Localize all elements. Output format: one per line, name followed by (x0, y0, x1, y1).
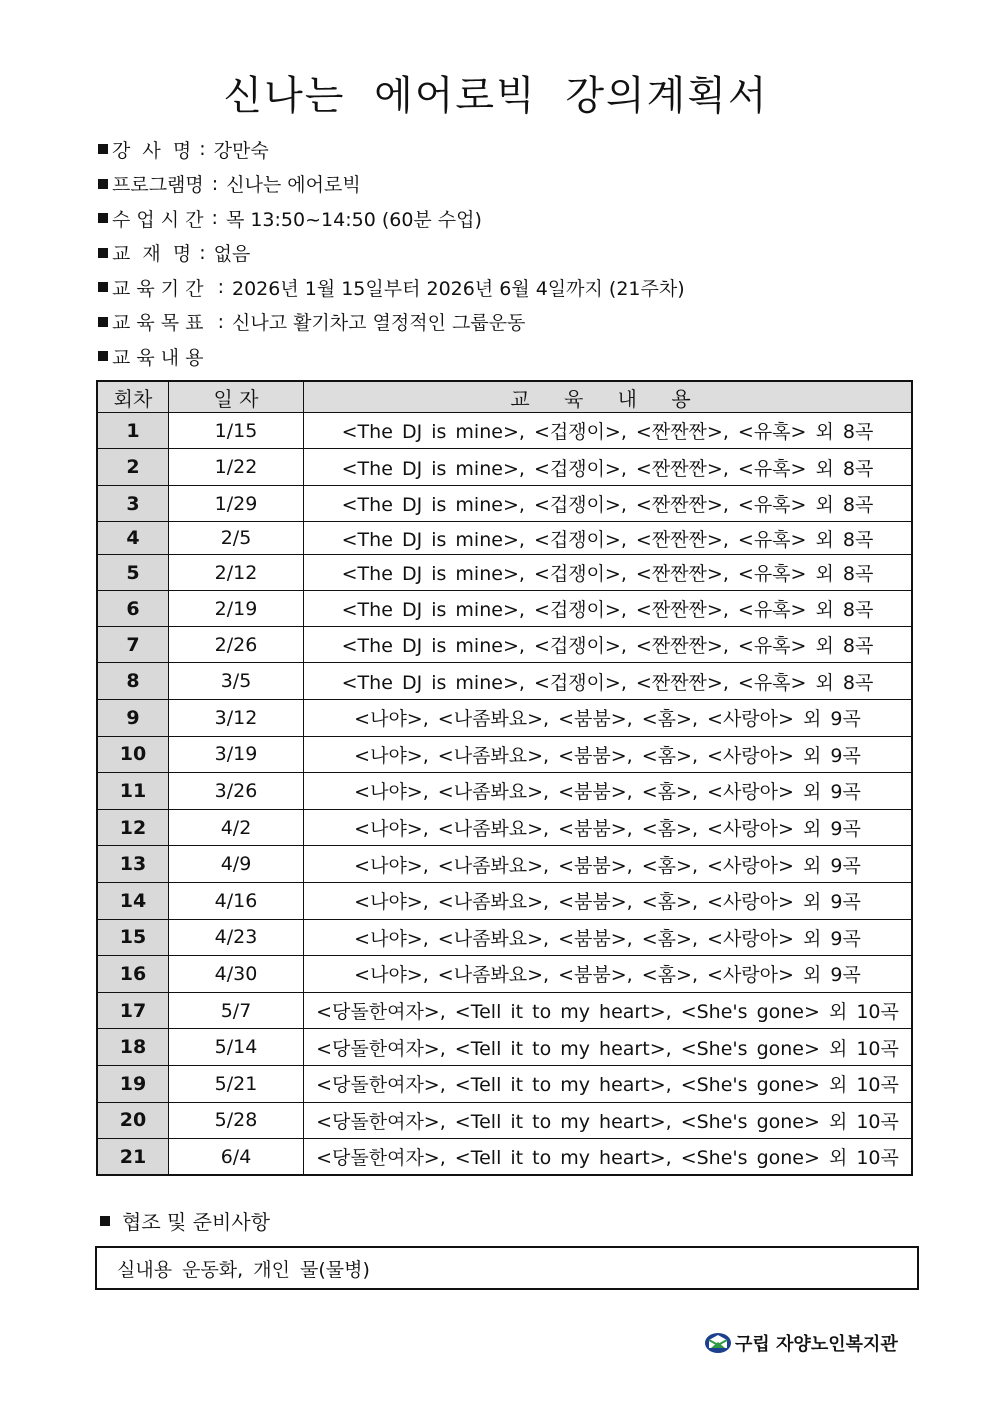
date-cell: 4/2 (169, 809, 304, 846)
table-row (97, 555, 912, 591)
table-row (97, 1029, 912, 1066)
preparation-heading-text: 협조 및 준비사항 (122, 1210, 270, 1234)
table-row (97, 1102, 912, 1139)
square-bullet-icon (98, 248, 108, 258)
table-row (97, 663, 912, 700)
session-cell: 3 (97, 486, 169, 522)
date-cell: 3/5 (169, 663, 304, 700)
info-label: 교 재 명 (112, 243, 192, 266)
content-cell: <The DJ is mine>, <겁쟁이>, <짠짠짠>, <유혹> 외 8곡 (304, 522, 913, 555)
preparation-content: 실내용 운동화, 개인 물(물병) (117, 1258, 370, 1281)
square-bullet-icon (98, 351, 108, 361)
table-row (97, 919, 912, 956)
session-cell: 14 (97, 882, 169, 919)
date-cell: 2/26 (169, 627, 304, 663)
session-cell: 15 (97, 919, 169, 956)
content-cell: <The DJ is mine>, <겁쟁이>, <짠짠짠>, <유혹> 외 8곡 (304, 591, 913, 627)
colon: : (199, 241, 206, 264)
organization-logo (704, 1330, 898, 1356)
session-cell: 9 (97, 700, 169, 737)
content-cell: <나야>, <나좀봐요>, <붐붐>, <홈>, <사랑아> 외 9곡 (304, 809, 913, 846)
table-row (97, 1065, 912, 1102)
header-session: 회차 (97, 381, 169, 413)
table-row (97, 413, 912, 449)
table-row (97, 486, 912, 522)
table-row (97, 846, 912, 883)
info-label: 프로그램명 (112, 174, 204, 197)
date-cell: 5/14 (169, 1029, 304, 1066)
preparation-box (95, 1246, 919, 1290)
info-program (98, 167, 685, 202)
info-goal (98, 305, 685, 340)
square-bullet-icon (98, 282, 108, 292)
session-cell: 21 (97, 1139, 169, 1176)
table-row (97, 956, 912, 993)
info-value: 강만숙 (213, 139, 269, 162)
session-cell: 20 (97, 1102, 169, 1139)
date-cell: 2/5 (169, 522, 304, 555)
date-cell: 4/9 (169, 846, 304, 883)
date-cell: 6/4 (169, 1139, 304, 1176)
table-row (97, 1139, 912, 1176)
square-bullet-icon (100, 1216, 110, 1226)
document-title: 신나는 에어로빅 강의계획서 (223, 73, 769, 119)
date-cell: 4/30 (169, 956, 304, 993)
table-row (97, 449, 912, 486)
date-cell: 2/12 (169, 555, 304, 591)
date-cell: 4/16 (169, 882, 304, 919)
preparation-heading (100, 1206, 270, 1235)
date-cell: 3/26 (169, 773, 304, 810)
content-cell: <당돌한여자>, <Tell it to my heart>, <She's gone> 외 10곡 (304, 1102, 913, 1139)
info-value: 2026년 1월 15일부터 2026년 6월 4일까지 (21주차) (231, 277, 685, 300)
info-label: 교 육 목 표 (112, 312, 210, 335)
info-label: 교 육 기 간 (112, 277, 210, 300)
table-row (97, 773, 912, 810)
content-cell: <The DJ is mine>, <겁쟁이>, <짠짠짠>, <유혹> 외 8곡 (304, 449, 913, 486)
session-cell: 12 (97, 809, 169, 846)
content-cell: <나야>, <나좀봐요>, <붐붐>, <홈>, <사랑아> 외 9곡 (304, 956, 913, 993)
info-content-heading (98, 339, 685, 374)
colon: : (211, 207, 218, 230)
session-cell: 2 (97, 449, 169, 486)
square-bullet-icon (98, 213, 108, 223)
info-label: 강 사 명 (112, 139, 192, 162)
info-value: 없음 (213, 243, 251, 266)
content-cell: <당돌한여자>, <Tell it to my heart>, <She's gone> 외 10곡 (304, 1065, 913, 1102)
session-cell: 13 (97, 846, 169, 883)
table-row (97, 992, 912, 1029)
date-cell: 4/23 (169, 919, 304, 956)
content-cell: <The DJ is mine>, <겁쟁이>, <짠짠짠>, <유혹> 외 8곡 (304, 555, 913, 591)
info-instructor (98, 132, 685, 167)
table-row (97, 591, 912, 627)
lesson-plan-table (96, 380, 913, 1176)
content-cell: <나야>, <나좀봐요>, <붐붐>, <홈>, <사랑아> 외 9곡 (304, 846, 913, 883)
square-bullet-icon (98, 317, 108, 327)
session-cell: 1 (97, 413, 169, 449)
organization-name: 구립 자양노인복지관 (735, 1334, 898, 1355)
info-label: 수 업 시 간 (112, 208, 204, 231)
content-cell: <당돌한여자>, <Tell it to my heart>, <She's gone> 외 10곡 (304, 992, 913, 1029)
date-cell: 1/15 (169, 413, 304, 449)
square-bullet-icon (98, 144, 108, 154)
session-cell: 5 (97, 555, 169, 591)
date-cell: 5/21 (169, 1065, 304, 1102)
info-list (98, 132, 685, 374)
session-cell: 17 (97, 992, 169, 1029)
date-cell: 2/19 (169, 591, 304, 627)
session-cell: 19 (97, 1065, 169, 1102)
content-cell: <The DJ is mine>, <겁쟁이>, <짠짠짠>, <유혹> 외 8곡 (304, 413, 913, 449)
date-cell: 3/12 (169, 700, 304, 737)
content-cell: <나야>, <나좀봐요>, <붐붐>, <홈>, <사랑아> 외 9곡 (304, 919, 913, 956)
session-cell: 8 (97, 663, 169, 700)
envelope-leaf-logo-icon (704, 1332, 734, 1354)
colon: : (211, 172, 219, 195)
content-cell: <나야>, <나좀봐요>, <붐붐>, <홈>, <사랑아> 외 9곡 (304, 736, 913, 773)
table-header-row (97, 381, 912, 413)
content-cell: <The DJ is mine>, <겁쟁이>, <짠짠짠>, <유혹> 외 8곡 (304, 486, 913, 522)
colon: : (199, 138, 206, 161)
info-value: 신나고 활기차고 열정적인 그룹운동 (231, 312, 526, 335)
content-cell: <당돌한여자>, <Tell it to my heart>, <She's gone> 외 10곡 (304, 1139, 913, 1176)
session-cell: 11 (97, 773, 169, 810)
session-cell: 18 (97, 1029, 169, 1066)
content-cell: <The DJ is mine>, <겁쟁이>, <짠짠짠>, <유혹> 외 8곡 (304, 663, 913, 700)
content-cell: <당돌한여자>, <Tell it to my heart>, <She's gone> 외 10곡 (304, 1029, 913, 1066)
header-content: 교 육 내 용 (304, 381, 913, 413)
info-period (98, 270, 685, 305)
session-cell: 10 (97, 736, 169, 773)
square-bullet-icon (98, 179, 108, 189)
table-row (97, 627, 912, 663)
content-cell: <The DJ is mine>, <겁쟁이>, <짠짠짠>, <유혹> 외 8곡 (304, 627, 913, 663)
info-label: 교 육 내 용 (112, 346, 204, 369)
table-row (97, 809, 912, 846)
date-cell: 5/7 (169, 992, 304, 1029)
content-cell: <나야>, <나좀봐요>, <붐붐>, <홈>, <사랑아> 외 9곡 (304, 882, 913, 919)
header-date: 일 자 (169, 381, 304, 413)
session-cell: 4 (97, 522, 169, 555)
date-cell: 1/22 (169, 449, 304, 486)
date-cell: 3/19 (169, 736, 304, 773)
colon: : (217, 310, 224, 333)
date-cell: 5/28 (169, 1102, 304, 1139)
table-row (97, 700, 912, 737)
session-cell: 16 (97, 956, 169, 993)
content-cell: <나야>, <나좀봐요>, <붐붐>, <홈>, <사랑아> 외 9곡 (304, 773, 913, 810)
colon: : (217, 276, 224, 299)
info-value: 목 13:50~14:50 (60분 수업) (225, 208, 482, 231)
content-cell: <나야>, <나좀봐요>, <붐붐>, <홈>, <사랑아> 외 9곡 (304, 700, 913, 737)
table-row (97, 882, 912, 919)
date-cell: 1/29 (169, 486, 304, 522)
info-class-time (98, 201, 685, 236)
info-textbook (98, 236, 685, 271)
session-cell: 7 (97, 627, 169, 663)
table-row (97, 736, 912, 773)
table-row (97, 522, 912, 555)
session-cell: 6 (97, 591, 169, 627)
info-value: 신나는 에어로빅 (226, 174, 361, 197)
